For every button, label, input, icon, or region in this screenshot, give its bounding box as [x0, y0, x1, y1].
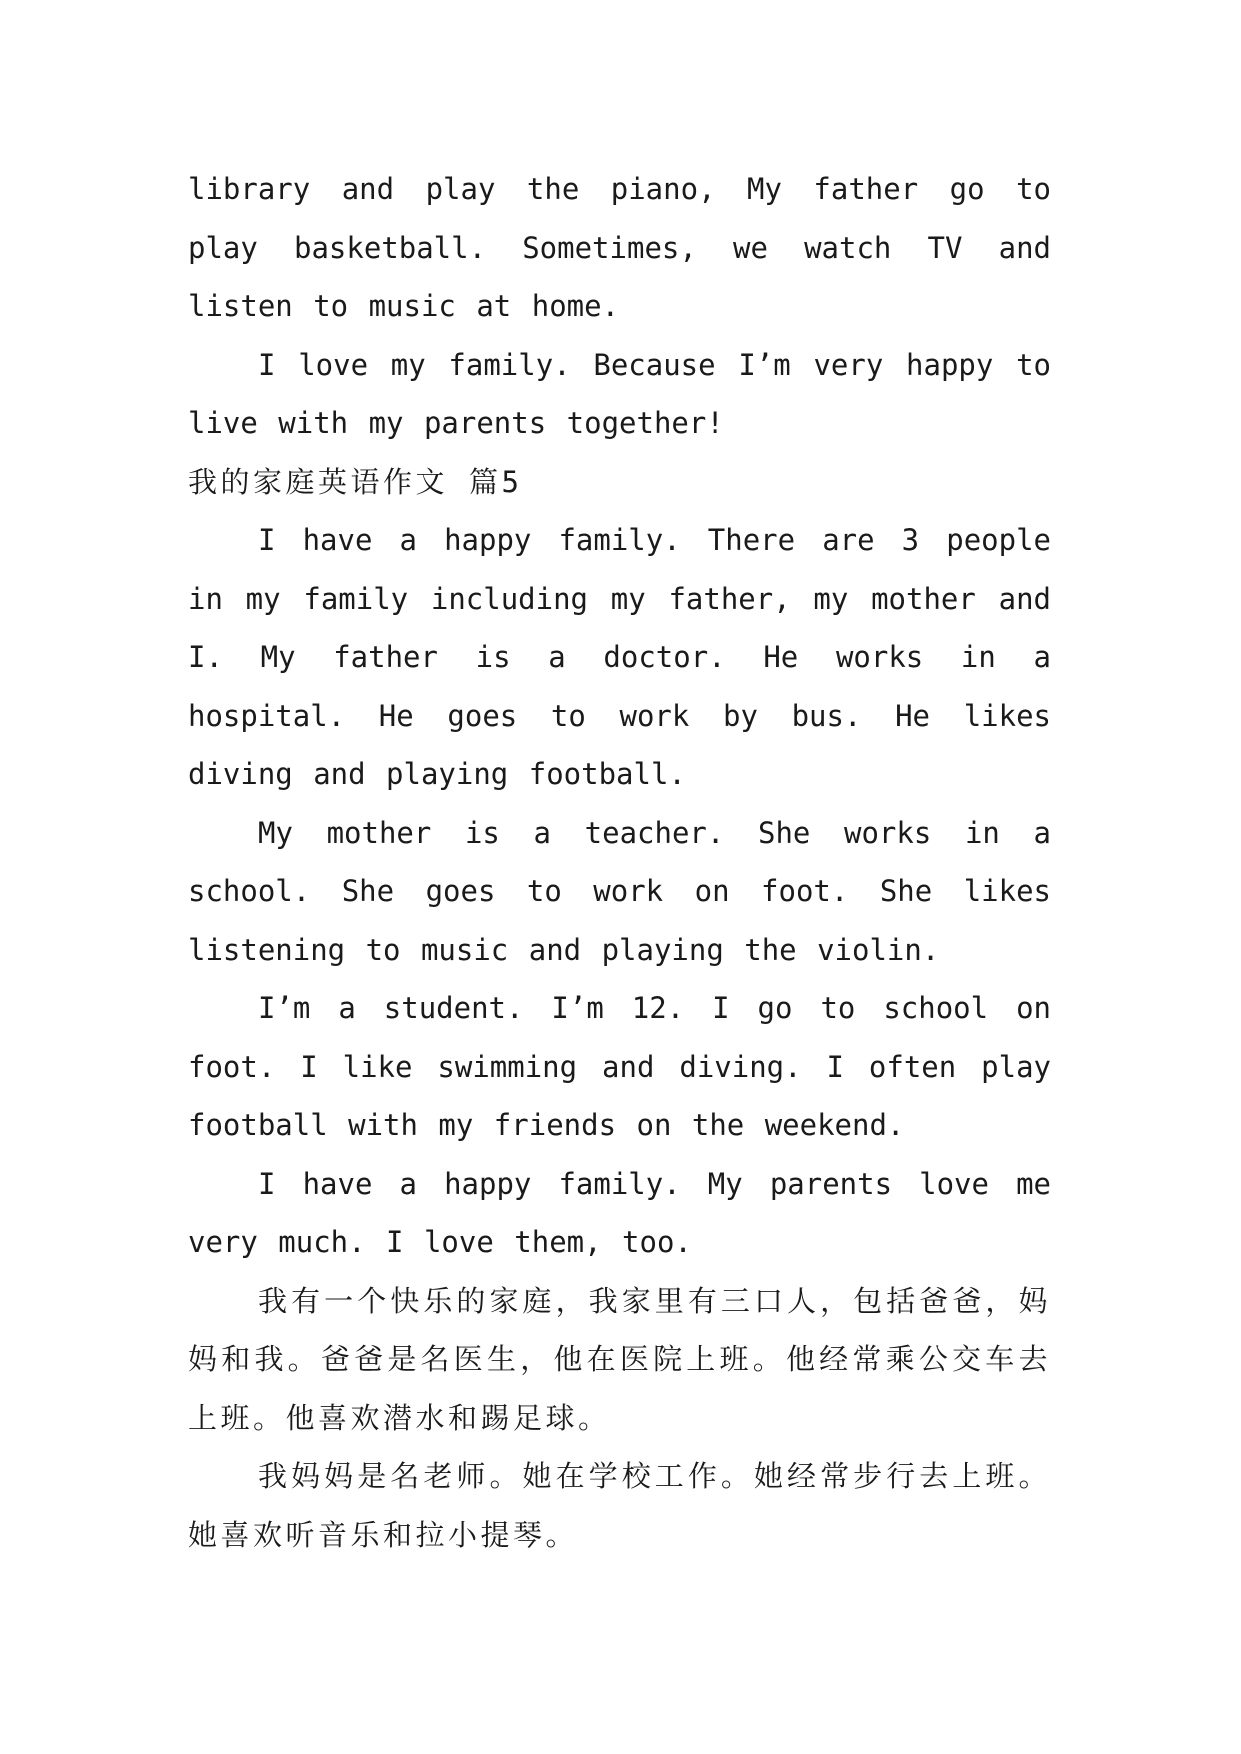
- essay-heading: 我的家庭英语作文 篇5: [188, 464, 523, 499]
- paragraph-mother: My mother is a teacher. She works in a school. She goes to work on foot. She likes listening to music and playing the violin.: [188, 815, 1051, 967]
- paragraph-student: I’m a student. I’m 12. I go to school on foot. I like swimming and diving. I often play football with my friends on the weekend.: [188, 991, 1051, 1142]
- paragraph-intro: I have a happy family. There are 3 people in my family including my father, my mother and I. My father is a doctor. He works in a hospital. He goes to work by bus. He likes diving and playing football.: [188, 523, 1051, 791]
- essay-body: [188, 160, 1051, 1564]
- paragraph-chinese-mother: 我妈妈是名老师。她在学校工作。她经常步行去上班。她喜欢听音乐和拉小提琴。: [188, 1459, 1051, 1552]
- paragraph-continued: library and play the piano, My father go to play basketball. Sometimes, we watch TV and listen to music at home.: [188, 172, 1051, 323]
- paragraph-chinese-intro: 我有一个快乐的家庭，我家里有三口人，包括爸爸，妈妈和我。爸爸是名医生，他在医院上班。他经常乘公交车去上班。他喜欢潜水和踢足球。: [188, 1283, 1051, 1435]
- paragraph-conclusion: I have a happy family. My parents love me very much. I love them, too.: [188, 1166, 1051, 1259]
- paragraph-closing: I love my family. Because I’m very happy to live with my parents together!: [188, 347, 1051, 440]
